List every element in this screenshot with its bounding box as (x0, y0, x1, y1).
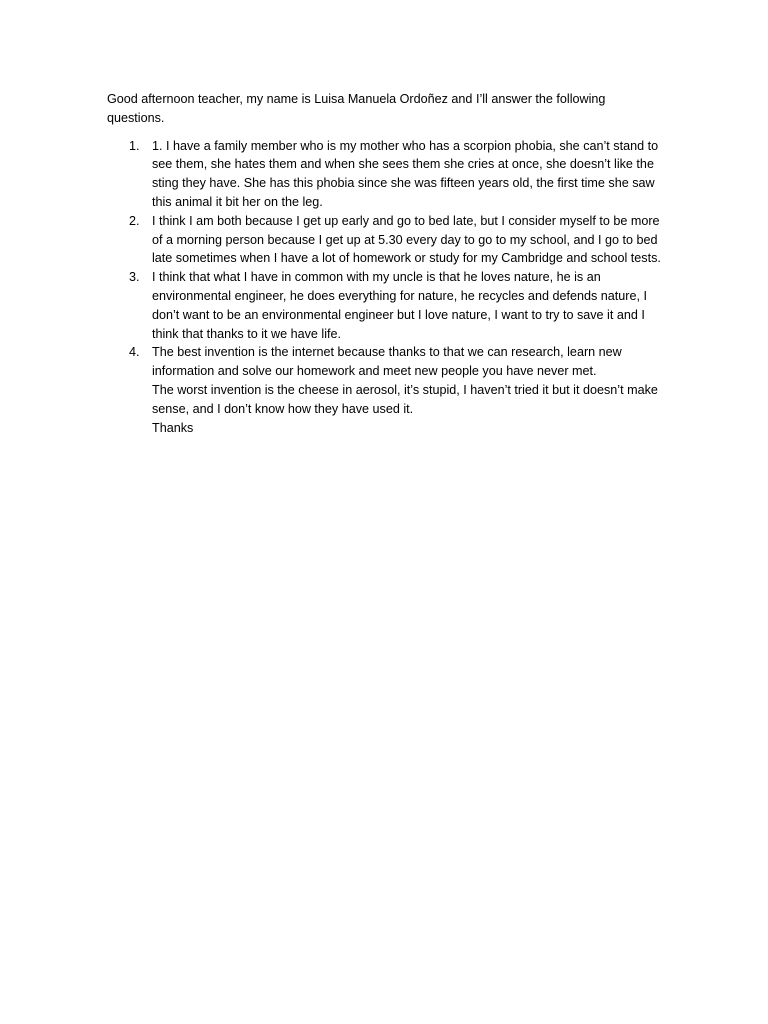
list-item-number: 1. (129, 138, 140, 153)
list-item (107, 137, 663, 212)
list-item (107, 343, 663, 437)
list-item-number: 3. (129, 270, 140, 285)
answer-1-text: 1. I have a family member who is my mother who has a scorpion phobia, she can’t stand to see them, she hates them and when she sees them she cries at once, she doesn’t like the sting they have. She has this phobia since she was fifteen years old, the first time she saw this animal it bit her on the leg. (152, 138, 659, 209)
answer-4-worst-invention: The worst invention is the cheese in aerosol, it’s stupid, I haven’t tried it but it doesn’t make sense, and I don’t know how they have used it. (152, 382, 658, 416)
list-item-number: 2. (129, 213, 140, 228)
list-item-number: 4. (129, 345, 140, 360)
document-body (107, 90, 663, 437)
closing-thanks: Thanks (152, 420, 194, 435)
answers-list (107, 137, 663, 438)
intro-paragraph: Good afternoon teacher, my name is Luisa Manuela Ordoñez and I’ll answer the following questions. (107, 92, 606, 125)
answer-3-text: I think that what I have in common with my uncle is that he loves nature, he is an environmental engineer, he does everything for nature, he recycles and defends nature, I don’t want to be an environmental engineer but I love nature, I want to try to save it and I think that thanks to it we have life. (152, 270, 647, 341)
list-item (107, 212, 663, 268)
answer-2-text: I think I am both because I get up early and go to bed late, but I consider myself to be more of a morning person because I get up at 5.30 every day to go to my school, and I go to bed late sometimes when I have a lot of homework or study for my Cambridge and school tests. (152, 213, 661, 266)
answer-4-best-invention: The best invention is the internet because thanks to that we can research, learn new information and solve our homework and meet new people you have never met. (152, 345, 622, 379)
list-item (107, 268, 663, 343)
